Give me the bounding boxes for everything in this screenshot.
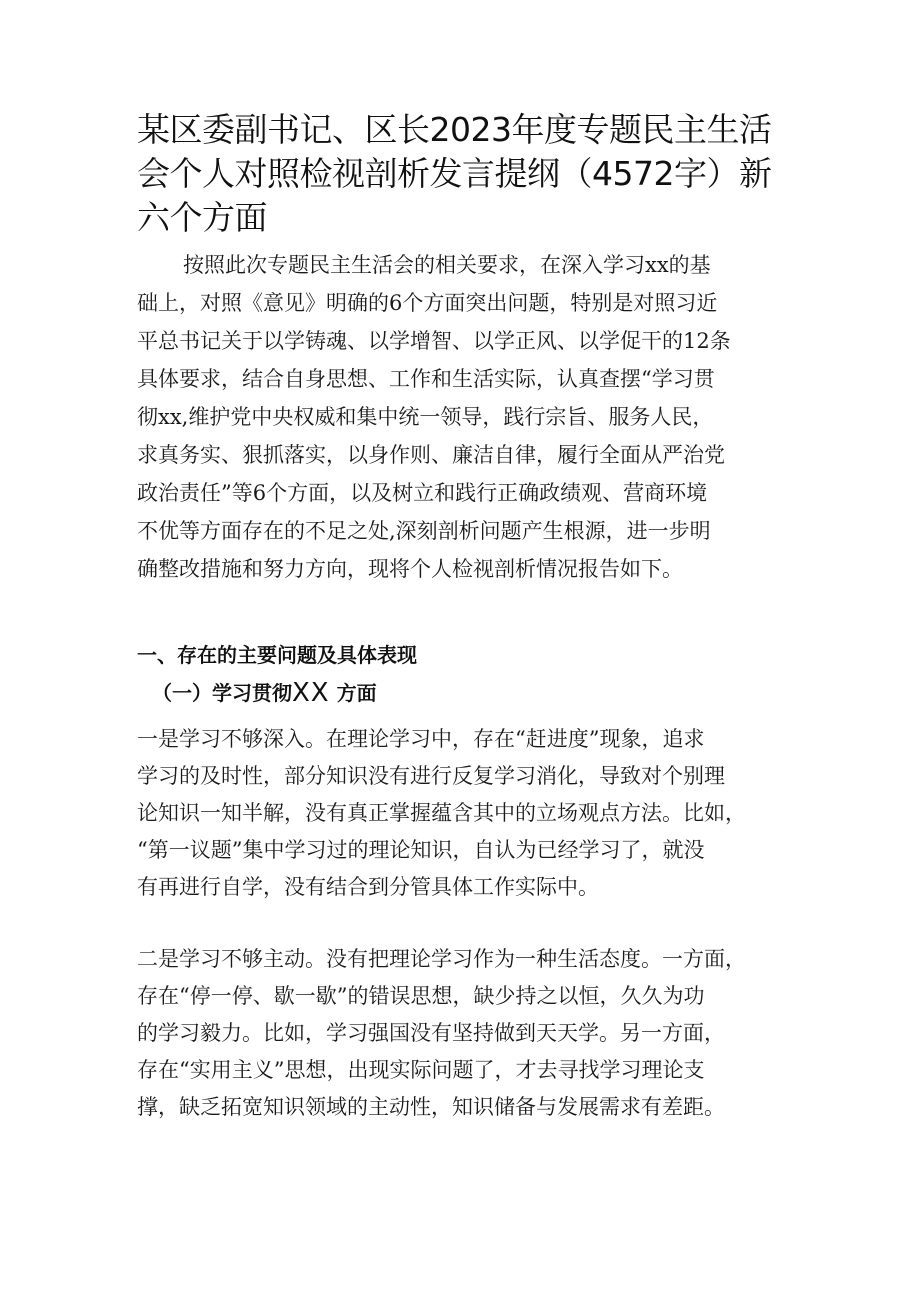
paragraph-line: 学习的及时性，部分知识没有进行反复学习消化，导致对个别理 [137, 764, 725, 788]
title-line: 会个人对照检视剖析发言提纲（4572字）新 [137, 154, 772, 193]
paragraph-line: 存在“实用主义”思想，出现实际问题了，才去寻找学习理论支 [137, 1058, 705, 1082]
paragraph-line: 撑，缺乏拓宽知识领域的主动性，知识储备与发展需求有差距。 [137, 1095, 725, 1119]
document-title [137, 108, 797, 240]
title-line: 某区委副书记、区长2023年度专题民主生活 [137, 110, 772, 149]
intro-line: 础上，对照《意见》明确的6个方面突出问题，特别是对照习近 [137, 291, 718, 315]
paragraph-line: 二是学习不够主动。没有把理论学习作为一种生活态度。一方面， [137, 947, 746, 971]
paragraph-line: 论知识一知半解，没有真正掌握蕴含其中的立场观点方法。比如， [137, 801, 746, 825]
intro-line: 按照此次专题民主生活会的相关要求，在深入学习xx的基 [183, 253, 711, 277]
intro-line: 彻xx,维护党中央权威和集中统一领导，践行宗旨、服务人民， [137, 405, 714, 429]
problem-paragraph-2 [137, 941, 817, 1126]
intro-line: 平总书记关于以学铸魂、以学增智、以学正风、以学促干的12条 [137, 329, 731, 353]
intro-paragraph [137, 246, 817, 588]
subsection-suffix: 方面 [336, 681, 377, 705]
intro-line: 求真务实、狠抓落实，以身作则、廉洁自律，履行全面从严治党 [137, 443, 725, 467]
paragraph-line: “第一议题”集中学习过的理论知识，自认为已经学习了，就没 [137, 838, 705, 862]
intro-line: 不优等方面存在的不足之处,深刻剖析问题产生根源，进一步明 [137, 519, 711, 543]
intro-line: 政治责任”等6个方面，以及树立和践行正确政绩观、营商环境 [137, 481, 708, 505]
paragraph-line: 有再进行自学，没有结合到分管具体工作实际中。 [137, 875, 599, 899]
paragraph-line: 存在“停一停、歇一歇”的错误思想，缺少持之以恒，久久为功 [137, 984, 705, 1008]
intro-line: 确整改措施和努力方向，现将个人检视剖析情况报告如下。 [137, 557, 683, 581]
paragraph-line: 的学习毅力。比如，学习强国没有坚持做到天天学。另一方面， [137, 1021, 725, 1045]
paragraph-line: 一是学习不够深入。在理论学习中，存在“赶进度”现象，追求 [137, 727, 705, 751]
subsection-heading [152, 676, 377, 710]
subsection-prefix: （一）学习贯彻 [152, 681, 292, 705]
section-heading: 一、存在的主要问题及具体表现 [137, 643, 417, 667]
intro-line: 具体要求，结合自身思想、工作和生活实际，认真查摆“学习贯 [137, 367, 715, 391]
problem-paragraph-1 [137, 721, 817, 906]
title-line: 六个方面 [137, 198, 267, 237]
subsection-xx: XX [292, 678, 330, 708]
